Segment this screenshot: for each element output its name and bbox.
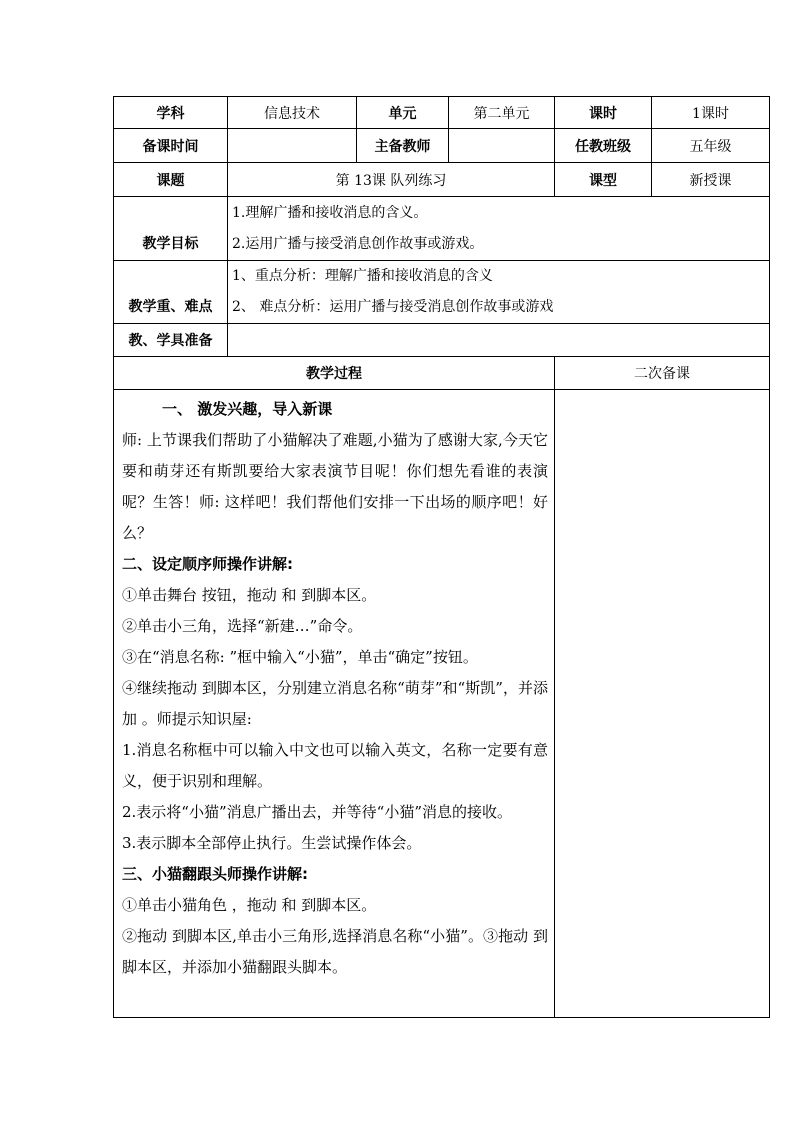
process-line: 师: 上节课我们帮助了小猫解决了难题,小猫为了感谢大家,今天它要和萌芽还有斯凯要给大家表演节目呢！你们想先看谁的表演呢？生答！师: 这样吧！我们帮他们安排一下出场的顺序吧！好么？ [122,431,548,542]
process-line: 2.表示将“小猫”消息广播出去，并等待“小猫”消息的接收。 [122,803,512,821]
row-subject [114,97,770,129]
hours-label: 课时 [555,97,652,129]
key-point-item: 2、 难点分析：运用广播与接受消息创作故事或游戏 [232,299,554,315]
lesson-plan-table [113,96,770,1018]
process-line: 1.消息名称框中可以输入中文也可以输入英文，名称一定要有意义，便于识别和理解。 [122,741,548,790]
key-points-content [228,261,770,324]
process-line: ①单击舞台 按钮，拖动 和 到脚本区。 [122,586,377,604]
process-line: ③在“消息名称: ”框中输入“小猫”，单击“确定”按钮。 [122,648,478,666]
process-line: ②单击小三角，选择“新建…”命令。 [122,617,363,635]
hours-value: 1课时 [652,97,770,129]
objective-item: 1.理解广播和接收消息的含义。 [232,204,428,221]
topic-label: 课题 [114,163,228,197]
row-objectives [114,197,770,261]
objectives-content [228,197,770,261]
section-heading: 三、小猫翻跟头师操作讲解: [122,865,308,883]
objectives-label: 教学目标 [114,197,228,261]
key-point-item: 1、重点分析：理解广播和接收消息的含义 [232,268,493,284]
row-process-body [114,390,770,1018]
materials-value [228,324,770,357]
second-prep-header: 二次备课 [555,357,770,390]
unit-value: 第二单元 [449,97,555,129]
materials-label: 教、学具准备 [114,324,228,357]
row-prep-time [114,129,770,163]
subject-value: 信息技术 [228,97,357,129]
row-materials [114,324,770,357]
lesson-type-label: 课型 [555,163,652,197]
process-line: 3.表示脚本全部停止执行。生尝试操作体会。 [122,834,422,852]
unit-label: 单元 [357,97,449,129]
class-value: 五年级 [652,129,770,163]
section-heading: 一、 激发兴趣，导入新课 [162,400,333,418]
row-topic [114,163,770,197]
class-label: 任教班级 [555,129,652,163]
process-content [114,390,555,1018]
subject-label: 学科 [114,97,228,129]
row-key-points [114,261,770,324]
lesson-type-value: 新授课 [652,163,770,197]
key-points-label: 教学重、难点 [114,261,228,324]
prep-time-value [228,129,357,163]
topic-value: 第 13课 队列练习 [228,163,555,197]
process-line: ①单击小猫角色 ，拖动 和 到脚本区。 [122,896,377,914]
process-header: 教学过程 [114,357,555,390]
process-line: ④继续拖动 到脚本区，分别建立消息名称“萌芽”和“斯凯”，并添加 。师提示知识屋: [122,679,548,728]
process-line: ②拖动 到脚本区,单击小三角形,选择消息名称“小猫”。③拖动 到脚本区，并添加小猫翻跟头脚本。 [122,927,548,976]
section-heading: 二、设定顺序师操作讲解: [122,555,293,573]
main-teacher-label: 主备教师 [357,129,449,163]
prep-time-label: 备课时间 [114,129,228,163]
objective-item: 2.运用广播与接受消息创作故事或游戏。 [232,235,484,252]
main-teacher-value [449,129,555,163]
second-prep-content [555,390,770,1018]
row-process-header [114,357,770,390]
